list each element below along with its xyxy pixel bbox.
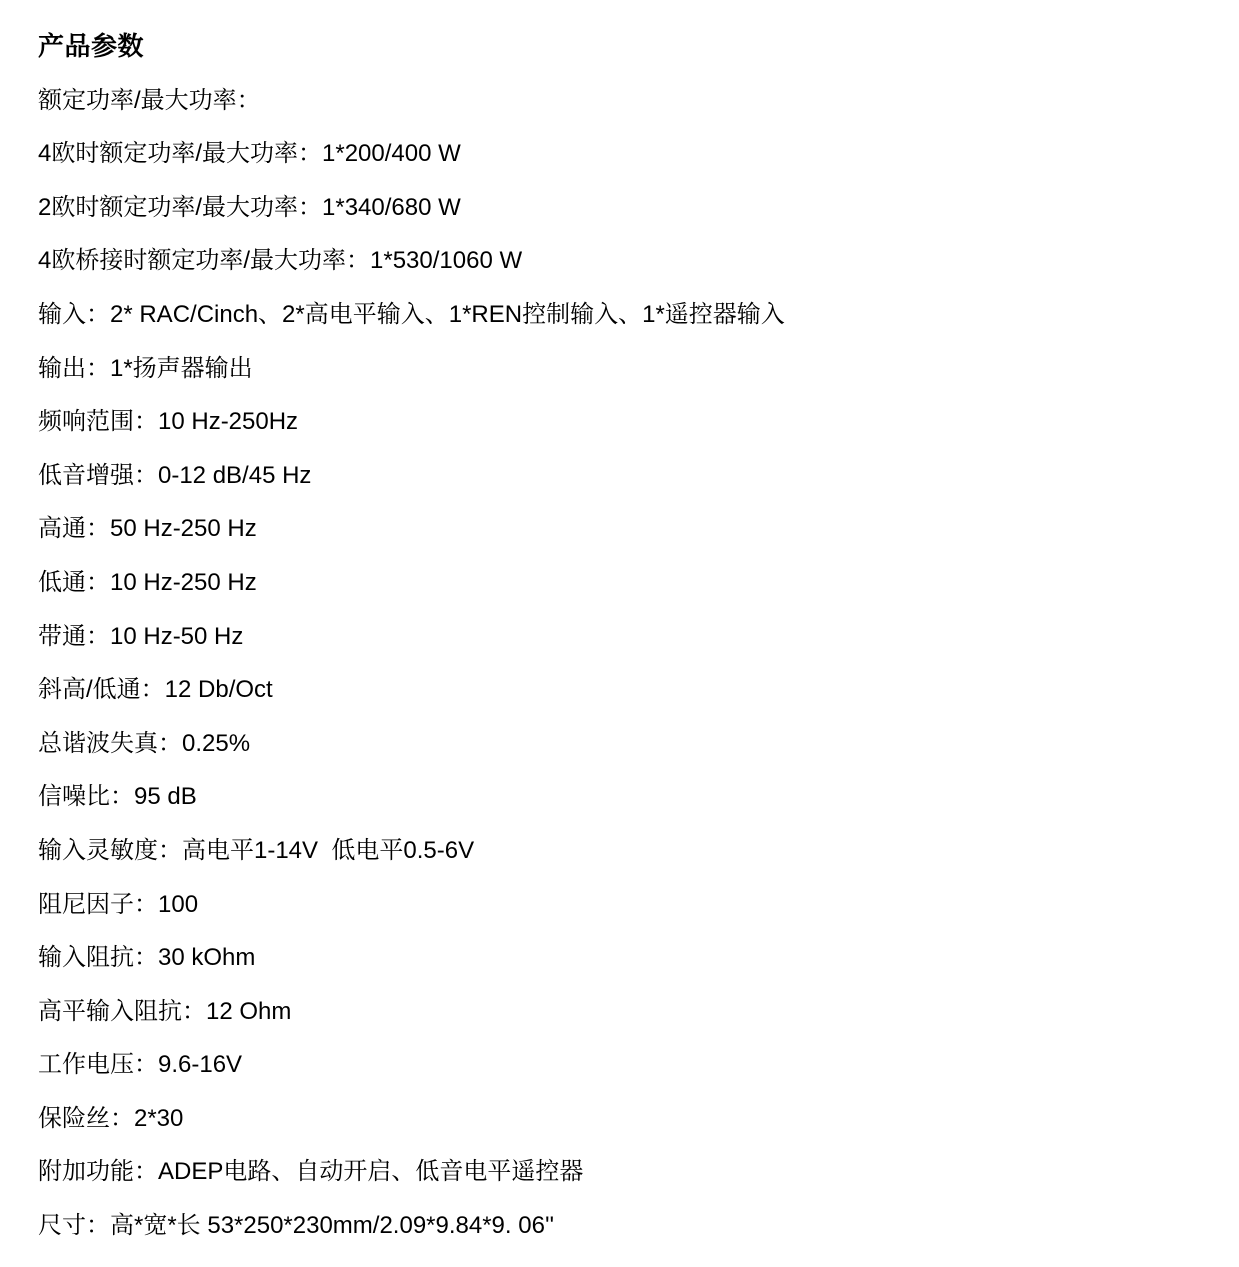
parameter-line: 4欧时额定功率/最大功率：1*200/400 W [38,140,461,168]
parameter-line: 斜高/低通：12 Db/Oct [38,676,273,704]
parameter-line: 频响范围：10 Hz-250Hz [38,408,299,436]
page-title: 产品参数 [38,31,145,61]
parameter-line: 额定功率/最大功率： [38,86,261,114]
parameter-line: 输入：2* RAC/Cinch、2*高电平输入、1*REN控制输入、1*遥控器输入 [38,300,785,328]
parameter-line: 工作电压：9.6-16V [38,1051,243,1079]
parameter-line: 总谐波失真：0.25% [38,729,251,757]
parameter-line: 尺寸：高*宽*长 53*250*230mm/2.09*9.84*9. 06'' [38,1212,555,1240]
parameter-line: 高通：50 Hz-250 Hz [38,515,257,543]
parameter-line: 2欧时额定功率/最大功率：1*340/680 W [38,193,461,221]
parameter-line: 高平输入阻抗：12 Ohm [38,997,292,1025]
parameter-line: 输入灵敏度：高电平1-14V 低电平0.5-6V [38,836,475,864]
parameter-line: 保险丝：2*30 [38,1104,184,1132]
parameter-line: 信噪比：95 dB [38,783,197,811]
parameter-line: 带通：10 Hz-50 Hz [38,622,244,650]
parameter-line: 附加功能：ADEP电路、自动开启、低音电平遥控器 [38,1158,584,1186]
parameter-list [38,74,1209,1253]
parameter-line: 低音增强：0-12 dB/45 Hz [38,461,312,489]
parameter-line: 4欧桥接时额定功率/最大功率：1*530/1060 W [38,247,523,275]
parameter-line: 低通：10 Hz-250 Hz [38,568,257,596]
parameter-line: 阻尼因子：100 [38,890,199,918]
parameter-line: 输出：1*扬声器输出 [38,354,253,382]
parameter-line: 输入阻抗：30 kOhm [38,944,256,972]
